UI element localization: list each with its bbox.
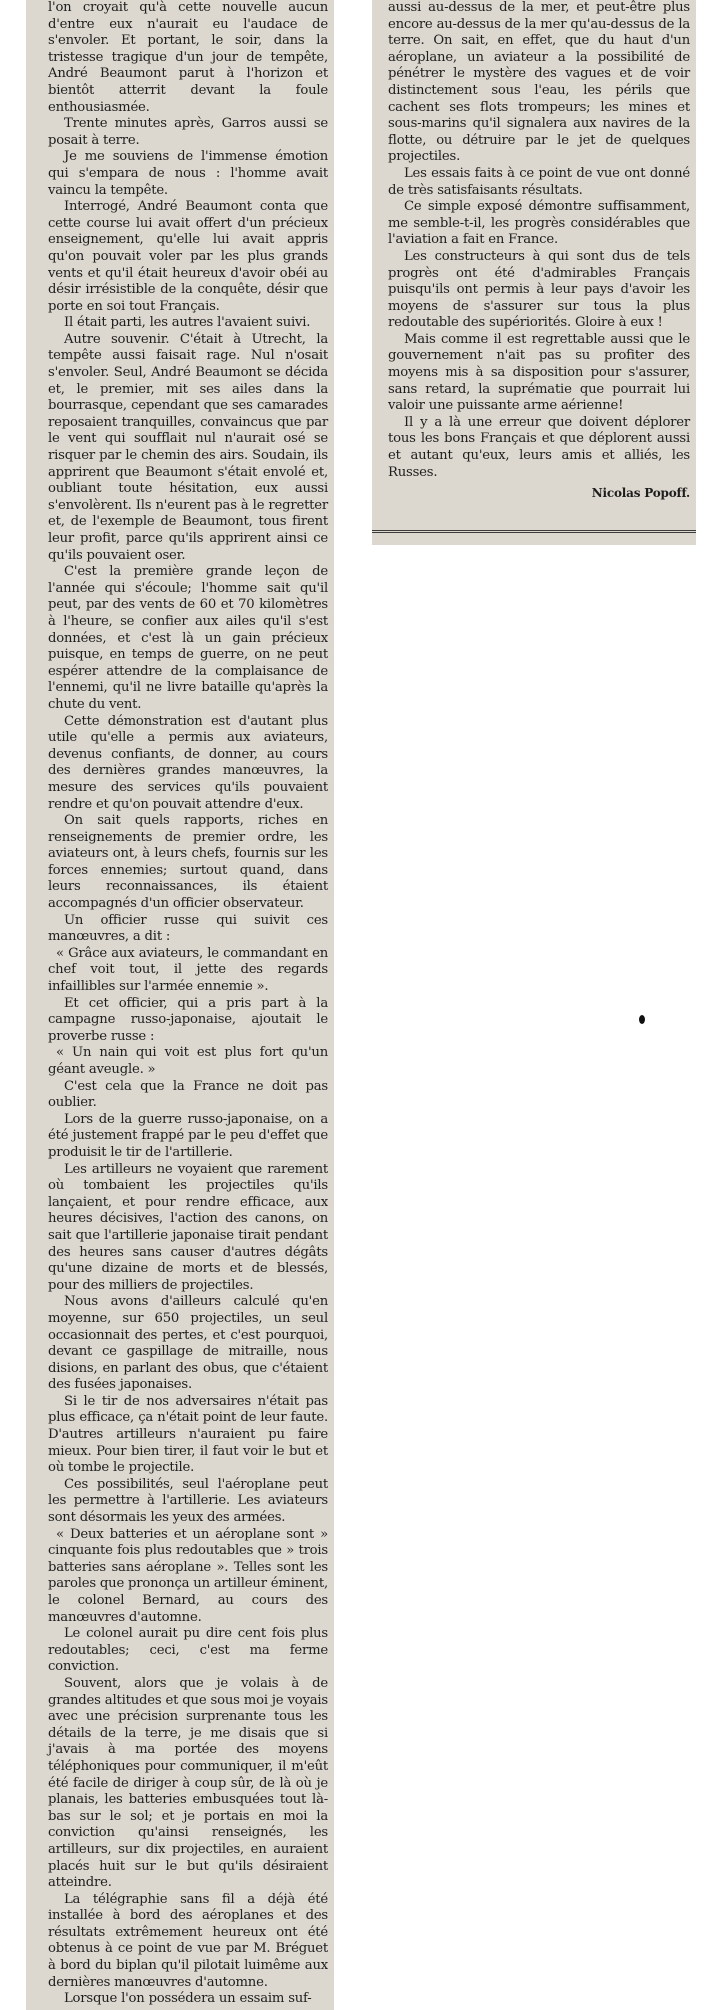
quotation: « Un nain qui voit est plus fort qu'un géant aveugle. » [48, 1045, 328, 1077]
paragraph: C'est cela que la France ne doit pas oublier. [48, 1078, 328, 1111]
paragraph: Je me souviens de l'immense émotion qui s'empara de nous : l'homme avait vaincu la tempête. [48, 149, 328, 198]
paragraph: Les constructeurs à qui sont dus de tels progrès ont été d'admirables Français puisqu'ils ont permis à leur pays d'avoir les moyens de s'assurer sur tous la plus redoutable des supériorités. Gloire à eux ! [388, 248, 690, 331]
paragraph: Et cet officier, qui a pris part à la campagne russo-japonaise, ajoutait le proverbe russe : [48, 995, 328, 1044]
paragraph: Souvent, alors que je volais à de grandes altitudes et que sous moi je voyais avec une précision surprenante tous les détails de la terre, je me disais que si j'avais à ma portée des moyens téléphoniques pour communiquer, il m'eût été facile de diriger à coup sûr, de là où je planais, les batteries embusquées tout là-bas sur le sol; et je portais en moi la conviction qu'ainsi renseignés, les artilleurs, sur dix projectiles, en auraient placés huit sur le but qu'ils désiraient atteindre. [48, 1675, 328, 1891]
paragraph: Mais comme il est regrettable aussi que le gouvernement n'ait pas su profiter des moyens mis à sa disposition pour s'assurer, sans retard, la suprématie que pourrait lui valoir une puissante arme aérienne! [388, 331, 690, 414]
paragraph: Un officier russe qui suivit ces manœuvres, a dit : [48, 912, 328, 945]
paragraph: Lorsque l'on possédera un essaim suf- [64, 1991, 312, 2007]
paragraph: Autre souvenir. C'était à Utrecht, la tempête aussi faisait rage. Nul n'osait s'envoler. Seul, André Beaumont se décida et, le premier, mit ses ailes dans la bourrasque, cependant que ses camarades reposaient tranquilles, convaincus que par le vent qui soufflait nul n'aurait osé se risquer par le chemin des airs. Soudain, ils apprirent que Beaumont s'était envolé et, oubliant toute hésitation, eux aussi s'envolèrent. Ils n'eurent pas à le regretter et, de l'exemple de Beaumont, tous firent leur profit, parce qu'ils apprirent ainsi ce qu'ils pouvaient oser. [48, 331, 328, 563]
paragraph: Il était parti, les autres l'avaient suivi. [64, 315, 311, 331]
paragraph: Trente minutes après, Garros aussi se posait à terre. [48, 116, 328, 148]
column-gap [334, 0, 372, 545]
right-column-clipping [372, 0, 696, 545]
paragraph: Le colonel aurait pu dire cent fois plus redoutables; ceci, c'est ma ferme conviction. [48, 1626, 328, 1675]
paragraph: Nous avons d'ailleurs calculé qu'en moyenne, sur 650 projectiles, un seul occasionnait des pertes, et c'est pourquoi, devant ce gaspillage de mitraille, nous disions, en parlant des obus, que c'étaient des fusées japonaises. [48, 1294, 328, 1393]
paragraph: Interrogé, André Beaumont conta que cette course lui avait offert d'un précieux enseignement, qu'elle lui avait appris qu'on pouvait voler par les plus grands vents et qu'il était heureux d'avoir obéi au désir irrésistible de la conquête, désir que porte en soi tout Français. [48, 199, 328, 314]
paragraph: Cette démonstration est d'autant plus utile qu'elle a permis aux aviateurs, devenus confiants, de donner, au cours des dernières grandes manœuvres, la mesure des services qu'ils pouvaient rendre et qu'on pouvait attendre d'eux. [48, 713, 328, 812]
paragraph: Si le tir de nos adversaires n'était pas plus efficace, ça n'était point de leur faute. D'autres artilleurs n'auraient pu faire mieux. Pour bien tirer, il faut voir le but et où tombe le projectile. [48, 1393, 328, 1476]
paragraph: Ce simple exposé démontre suffisamment, me semble-t-il, les progrès considérables que l'aviation a fait en France. [388, 199, 690, 248]
quotation: « Deux batteries et un aéroplane sont » cinquante fois plus redoutables que » trois batteries sans aéroplane ». Telles sont les paroles que prononça un artilleur éminent, le colonel Bernard, au cours des manœuvres d'automne. [48, 1526, 329, 1625]
paragraph: Ces possibilités, seul l'aéroplane peut les permettre à l'artillerie. Les aviateurs sont désormais les yeux des armées. [48, 1476, 328, 1526]
end-rule [372, 530, 696, 533]
author-signature: Nicolas Popoff. [591, 486, 690, 501]
paragraph: C'est la première grande leçon de l'année qui s'écoule; l'homme sait qu'il peut, par des vents de 60 et 70 kilomètres à l'heure, se confier aux ailes qu'il s'est données, et c'est là un gain précieux puisque, en temps de guerre, on ne peut espérer attendre de la complaisance de l'ennemi, qu'il ne livre bataille qu'après la chute du vent. [48, 564, 328, 712]
paragraph: Lors de la guerre russo-japonaise, on a été justement frappé par le peu d'effet que produisit le tir de l'artillerie. [48, 1111, 328, 1160]
paragraph: La télégraphie sans fil a déjà été installée à bord des aéroplanes et des résultats extrêmement heureux ont été obtenus à ce point de vue par M. Bréguet à bord du biplan qu'il pilotait luimême aux dernières manœuvres d'automne. [48, 1891, 328, 1990]
ink-spot [639, 1015, 645, 1024]
paragraph: Les artilleurs ne voyaient que rarement où tombaient les projectiles qu'ils lançaient, et pour rendre efficace, aux heures décisives, l'action des canons, on sait que l'artillerie japonaise tirait pendant des heures sans causer d'autres dégâts qu'une dizaine de morts et de blessés, pour des milliers de projectiles. [48, 1161, 328, 1293]
quotation: « Grâce aux aviateurs, le commandant en chef voit tout, il jette des regards infaillibles sur l'armée ennemie ». [48, 945, 328, 995]
paragraph: l'on croyait qu'à cette nouvelle aucun d'entre eux n'aurait eu l'audace de s'envoler. Et portant, le soir, dans la tristesse tragique d'un jour de tempête, André Beaumont parut à l'horizon et bientôt atterrit devant la foule enthousiasmée. [48, 0, 328, 115]
paragraph: Il y a là une erreur que doivent déplorer tous les bons Français et que déplorent aussi et autant qu'eux, leurs amis et alliés, les Russes. [388, 414, 690, 480]
paragraph: aussi au-dessus de la mer, et peut-être plus encore au-dessus de la mer qu'au-dessus de la terre. On sait, en effet, que du haut d'un aéroplane, un aviateur a la possibilité de pénétrer le mystère des vagues et de voir distinctement sous l'eau, les périls que cachent ses flots trompeurs; les mines et sous-marins qu'il signalera aux navires de la flotte, ou détruire par le jet de quelques projectiles. [388, 0, 690, 165]
paragraph: On sait quels rapports, riches en renseignements de premier ordre, les aviateurs ont, à leurs chefs, fournis sur les forces ennemies; surtout quand, dans leurs reconnaissances, ils étaient accompagnés d'un officier observateur. [48, 813, 328, 912]
left-column-clipping [26, 0, 334, 2010]
paragraph: Les essais faits à ce point de vue ont donné de très satisfaisants résultats. [388, 165, 690, 198]
